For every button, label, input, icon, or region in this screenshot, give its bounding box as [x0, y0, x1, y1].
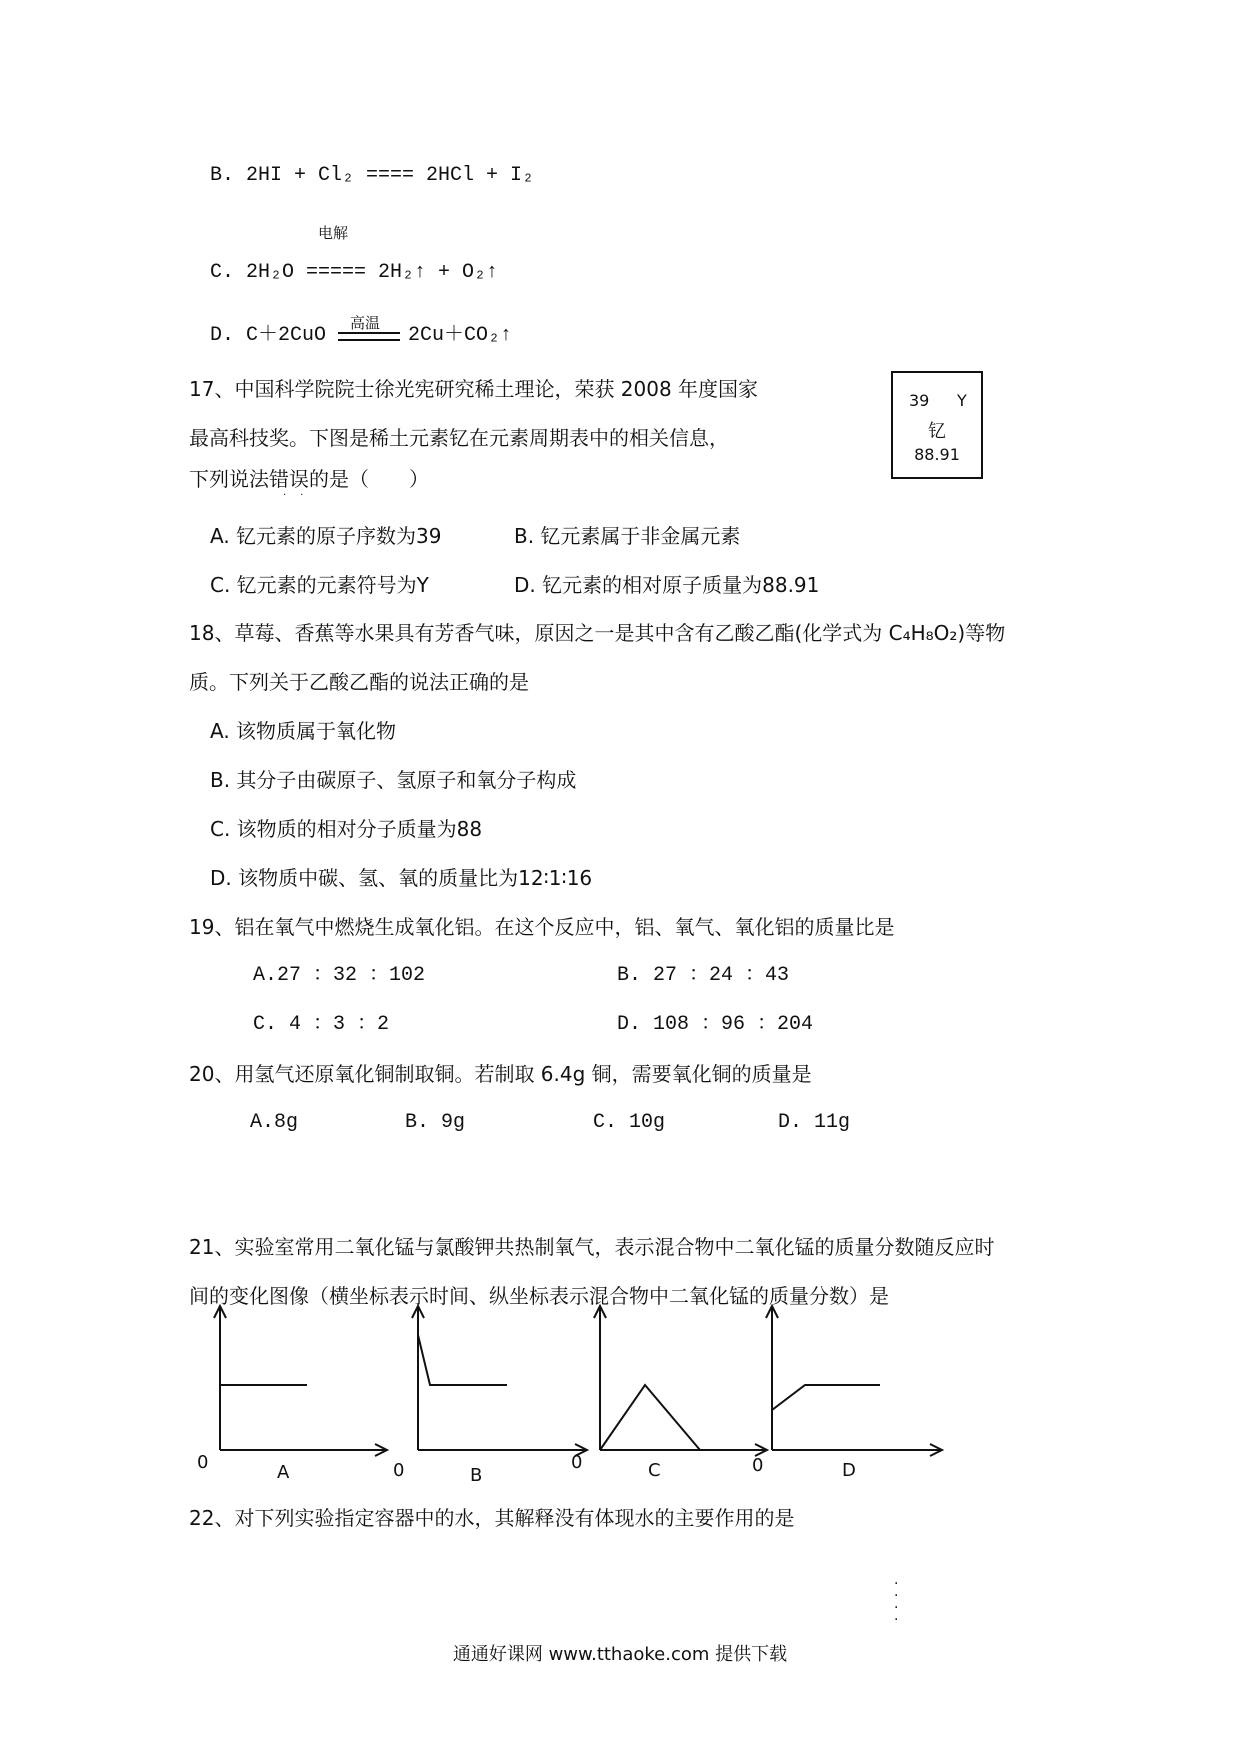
q16-c-condition: 电解	[318, 224, 349, 242]
atomic-mass: 88.91	[914, 445, 960, 464]
graph-c-label: C	[648, 1460, 661, 1481]
graph-a-origin: 0	[197, 1452, 209, 1473]
q18-stem-line2: 质。下列关于乙酸乙酯的说法正确的是	[189, 670, 529, 694]
atomic-number: 39	[909, 391, 930, 410]
graph-d-curve	[772, 1385, 880, 1410]
graph-b-origin: 0	[393, 1460, 405, 1481]
q20-option-b: B. 9g	[405, 1111, 466, 1134]
graph-b-svg	[395, 1300, 595, 1490]
graph-a-svg	[195, 1300, 395, 1490]
q18-option-b: B. 其分子由碳原子、氢原子和氧分子构成	[210, 768, 577, 792]
graph-b	[395, 1300, 595, 1490]
emphasis-dots: ··	[283, 490, 318, 501]
q18-option-d: D. 该物质中碳、氢、氧的质量比为12∶1∶16	[210, 866, 593, 890]
q17-option-b: B. 钇元素属于非金属元素	[514, 524, 741, 548]
graph-d-origin: 0	[752, 1455, 764, 1476]
graph-b-label: B	[470, 1465, 483, 1486]
graph-b-curve	[418, 1335, 507, 1385]
q21-stem-line1: 21、实验室常用二氧化锰与氯酸钾共热制氧气，表示混合物中二氧化锰的质量分数随反应时	[189, 1235, 995, 1259]
q20-option-d: D. 11g	[778, 1111, 851, 1134]
q17-option-c: C. 钇元素的元素符号为Y	[210, 573, 429, 597]
q17-stem-line1: 17、中国科学院院士徐光宪研究稀土理论，荣获 2008 年度国家	[189, 377, 759, 401]
graph-d-label: D	[842, 1460, 856, 1481]
page-footer: 通通好课网 www.tthaoke.com 提供下载	[452, 1644, 788, 1665]
element-card	[891, 371, 983, 479]
q17-option-a: A. 钇元素的原子序数为39	[210, 524, 442, 548]
q16-option-d-suffix: 2Cu＋CO₂↑	[408, 324, 513, 347]
q18-stem-line1: 18、草莓、香蕉等水果具有芳香气味，原因之一是其中含有乙酸乙酯(化学式为 C₄H₈O₂)等物	[189, 621, 1006, 645]
q16-option-b: B. 2HI + Cl₂ ==== 2HCl + I₂	[210, 164, 535, 187]
q22-stem: 22、对下列实验指定容器中的水，其解释没有体现水的主要作用的是	[189, 1506, 795, 1530]
q21-stem-line2: 间的变化图像（横坐标表示时间、纵坐标表示混合物中二氧化锰的质量分数）是	[189, 1284, 889, 1308]
q17-stem-line3: 下列说法错误的是（ ）	[189, 467, 429, 491]
graph-c-curve	[600, 1385, 700, 1450]
q19-option-b: B. 27 ：24 ：43	[617, 964, 790, 987]
q19-option-c: C. 4 ：3 ：2	[253, 1013, 390, 1036]
graph-a-label: A	[277, 1462, 290, 1483]
graph-a	[195, 1300, 395, 1490]
q19-option-a: A.27 ：32 ：102	[253, 964, 426, 987]
q17-stem-line2: 最高科技奖。下图是稀土元素钇在元素周期表中的相关信息，	[189, 426, 729, 450]
element-name: 钇	[928, 421, 946, 442]
q19-option-d: D. 108 ：96 ：204	[617, 1013, 814, 1036]
q16-d-equals-sign	[338, 332, 400, 341]
graph-c-svg	[575, 1300, 775, 1490]
q16-option-d-prefix: D. C＋2CuO	[210, 324, 327, 347]
element-symbol: Y	[957, 391, 967, 410]
q20-option-c: C. 10g	[593, 1111, 666, 1134]
decorative-dots: · · · ·	[894, 1576, 899, 1628]
graph-d	[750, 1300, 950, 1490]
q20-stem: 20、用氢气还原氧化铜制取铜。若制取 6.4g 铜，需要氧化铜的质量是	[189, 1062, 812, 1086]
graph-c-origin: 0	[571, 1452, 583, 1473]
q16-option-c: C. 2H₂O ===== 2H₂↑ + O₂↑	[210, 261, 499, 284]
q20-option-a: A.8g	[250, 1111, 299, 1134]
q18-option-c: C. 该物质的相对分子质量为88	[210, 817, 483, 841]
q17-option-d: D. 钇元素的相对原子质量为88.91	[514, 573, 820, 597]
q19-stem: 19、铝在氧气中燃烧生成氧化铝。在这个反应中，铝、氧气、氧化铝的质量比是	[189, 915, 895, 939]
graph-c	[571, 1300, 775, 1490]
q16-d-condition: 高温	[350, 314, 381, 332]
q18-option-a: A. 该物质属于氧化物	[210, 719, 397, 743]
